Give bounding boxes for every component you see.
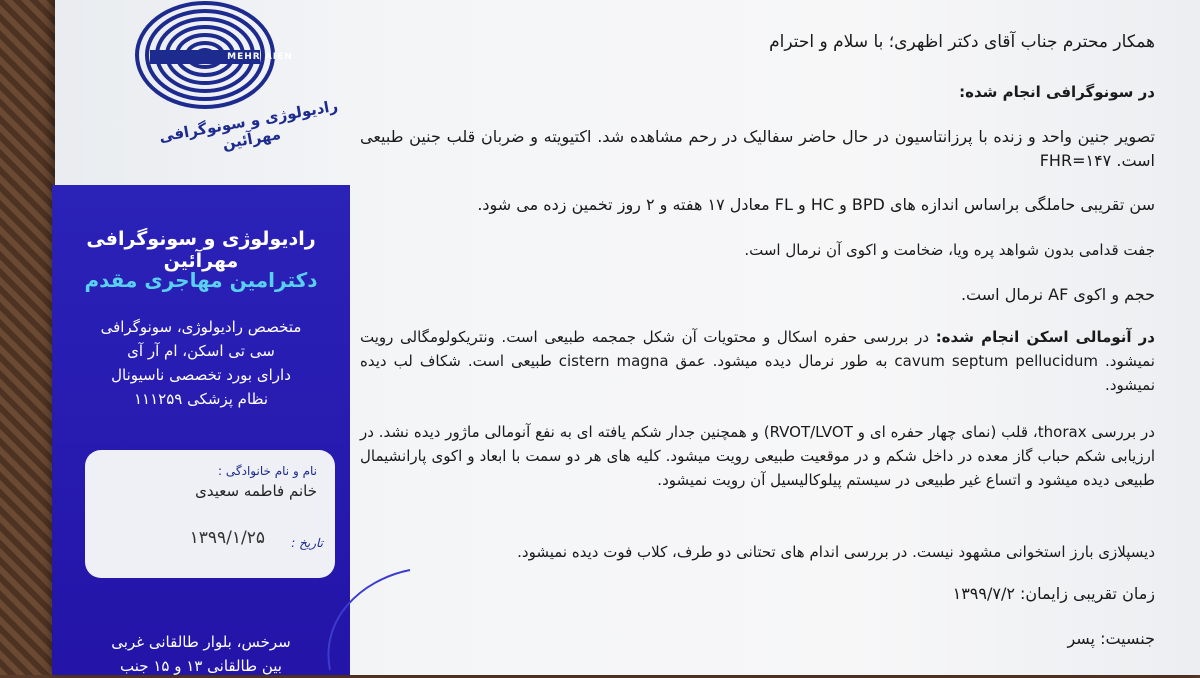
paragraph-skeletal: دیسپلازی بارز استخوانی مشهود نیست. در بررسی اندام های تحتانی دو طرف، کلاب فوت دیده نمیشود. [517,543,1155,561]
doctor-credentials [70,315,332,411]
paragraph-thorax: در بررسی thorax، قلب (نمای چهار حفره ای و RVOT/LVOT) و همچنین جدار شکم یافته ای به نفع آنومالی ماژور دیده نشد. در ارزیابی شکم حباب گاز معده در داخل شکم و در موقعیت طبیعی رویت میشود. کلیه های هر دو سمت با ابعاد و اکوی پارانشیمال طبیعی دیده میشود و اتساع غیر طبیعی در سیستم پیلوکالیسیل آن رویت نمیشود. [360,423,1155,489]
estimated-delivery: زمان تقریبی زایمان: ۱۳۹۹/۷/۲ [952,584,1155,603]
paragraph-anomaly-scan [360,325,1155,397]
anomaly-text: در بررسی حفره اسکال و محتویات آن شکل جمجمه طبیعی است. ونتریکولومگالی رویت نمیشود. cavum septum pellucidum به طور نرمال دیده میشود. عمق cistern magna طبیعی است. شکاف لب دیده نمیشود. [360,328,1155,394]
credential-line: سی تی اسکن، ام آر آی [127,342,275,360]
paragraph-af: حجم و اکوی AF نرمال است. [960,285,1155,304]
address-line: بین طالقانی ۱۳ و ۱۵ جنب [120,657,282,675]
report-date-label: تاریخ : [291,536,323,550]
paragraph-fetus: تصویر جنین واحد و زنده با پرزانتاسیون در حال حاضر سفالیک در رحم مشاهده شد. اکتیویته و ضربان قلب جنین طبیعی است. FHR=۱۴۷ [360,127,1155,170]
patient-name-label: نام و نام خانوادگی : [218,464,317,478]
logo-caption: رادیولوژی و سونوگرافی مهرآئین [157,96,340,153]
credential-line: متخصص رادیولوژی، سونوگرافی [100,318,302,336]
clinic-logo [60,0,360,185]
patient-info-box [85,450,335,578]
credential-line: دارای بورد تخصصی ناسیونال [111,366,291,384]
report-date: ۱۳۹۹/۱/۲۵ [189,528,265,548]
report-body [360,0,1170,675]
paragraph-gestational-age: سن تقریبی حاملگی براساس اندازه های BPD و HC و FL معادل ۱۷ هفته و ۲ روز تخمین زده می شود. [477,195,1155,214]
greeting: همکار محترم جناب آقای دکتر اظهری؛ با سلام و احترام [769,32,1155,52]
clinic-name: رادیولوژی و سونوگرافی مهرآئین [86,228,316,272]
fetal-sex: جنسیت: پسر [1067,629,1155,648]
anomaly-heading: در آنومالی اسکن انجام شده: [935,328,1155,346]
section-heading: در سونوگرافی انجام شده: [959,83,1155,101]
paragraph-placenta: جفت قدامی بدون شواهد پره ویا، ضخامت و اکوی آن نرمال است. [744,241,1155,259]
doctor-name: دکترامین مهاجری مقدم [84,268,318,292]
clinic-address [70,630,332,678]
logo-mark-text: MEHR AIEN [227,52,293,62]
address-line: سرخس، بلوار طالقانی غربی [111,633,291,651]
credential-line: نظام پزشکی ۱۱۱۲۵۹ [133,390,269,408]
patient-name: خانم فاطمه سعیدی [195,482,317,500]
